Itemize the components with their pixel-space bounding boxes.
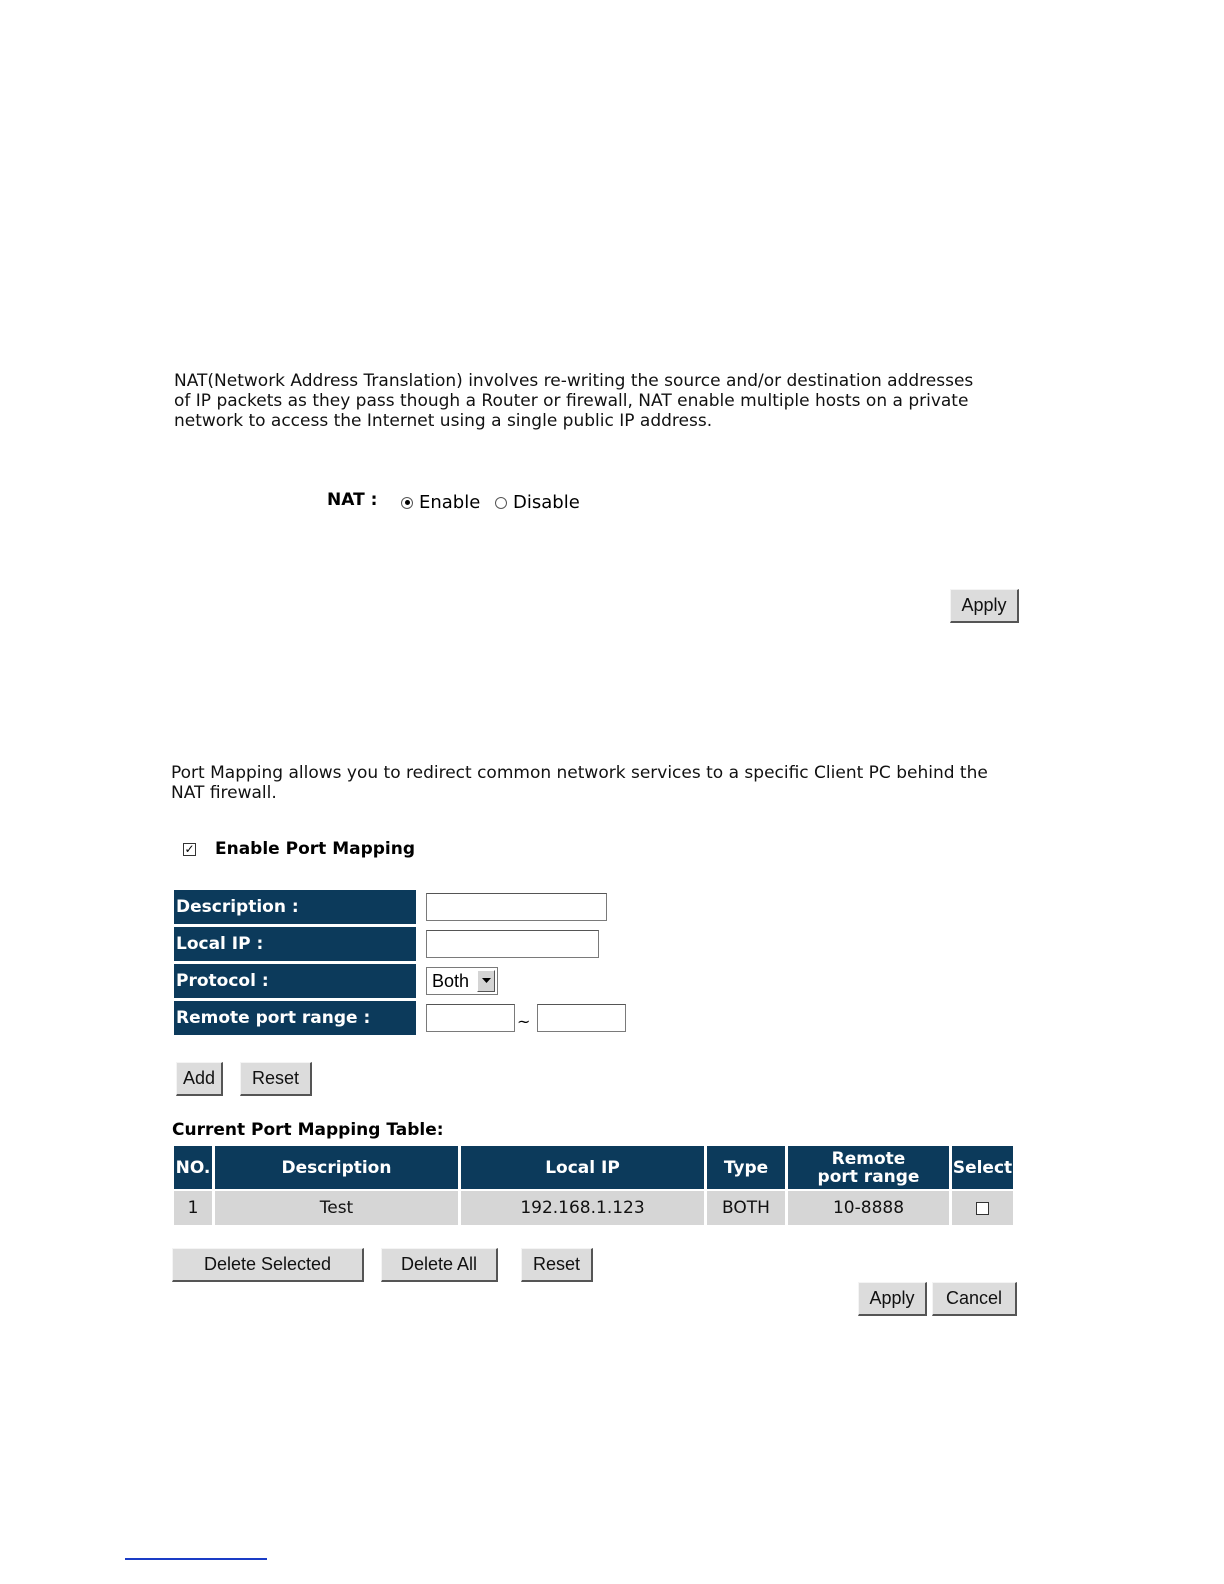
protocol-selected-value: Both xyxy=(432,970,470,991)
row-select-checkbox[interactable] xyxy=(976,1202,989,1215)
range-separator: ~ xyxy=(517,1012,531,1031)
radio-selected-icon xyxy=(401,497,413,509)
nat-enable-radio[interactable] xyxy=(401,492,480,513)
table-cell-remote-port-range: 10-8888 xyxy=(788,1191,949,1225)
cancel-button[interactable]: Cancel xyxy=(932,1282,1017,1316)
local-ip-label: Local IP : xyxy=(174,927,416,961)
radio-unselected-icon xyxy=(495,497,507,509)
nat-description-line: of IP packets as they pass though a Router or firewall, NAT enable multiple hosts on a private xyxy=(174,391,969,411)
table-title: Current Port Mapping Table: xyxy=(172,1120,444,1140)
port-mapping-description-line: NAT firewall. xyxy=(171,783,277,803)
description-label: Description : xyxy=(174,890,416,924)
nat-label: NAT : xyxy=(327,490,378,510)
column-header-remote-port-range: Remote port range xyxy=(788,1146,949,1189)
chevron-down-icon[interactable] xyxy=(477,970,495,992)
nat-enable-label: Enable xyxy=(419,492,481,513)
protocol-label: Protocol : xyxy=(174,964,416,998)
enable-port-mapping-label: Enable Port Mapping xyxy=(215,839,416,859)
column-header-select: Select xyxy=(952,1146,1013,1189)
table-cell-local-ip: 192.168.1.123 xyxy=(461,1191,704,1225)
add-button[interactable]: Add xyxy=(176,1062,223,1096)
column-header-description: Description xyxy=(215,1146,458,1189)
column-header-local-ip: Local IP xyxy=(461,1146,704,1189)
table-cell-description: Test xyxy=(215,1191,458,1225)
port-mapping-description xyxy=(171,763,1051,803)
table-cell-type: BOTH xyxy=(707,1191,785,1225)
reset-button[interactable]: Reset xyxy=(240,1062,312,1096)
checkbox-checked-icon: ✓ xyxy=(184,842,195,856)
apply-button[interactable]: Apply xyxy=(858,1282,927,1316)
nat-apply-button[interactable]: Apply xyxy=(950,589,1019,623)
footer-divider xyxy=(125,1558,267,1560)
table-reset-button[interactable]: Reset xyxy=(521,1248,593,1282)
enable-port-mapping-toggle[interactable] xyxy=(183,839,415,859)
nat-description-line: network to access the Internet using a single public IP address. xyxy=(174,411,713,431)
nat-description xyxy=(174,371,1054,431)
remote-port-to-input[interactable] xyxy=(537,1004,626,1032)
column-header-no: NO. xyxy=(174,1146,212,1189)
description-input[interactable] xyxy=(426,893,607,921)
local-ip-input[interactable] xyxy=(426,930,599,958)
port-mapping-description-line: Port Mapping allows you to redirect common network services to a specific Client PC behind the xyxy=(171,763,988,783)
remote-port-from-input[interactable] xyxy=(426,1004,515,1032)
delete-all-button[interactable]: Delete All xyxy=(381,1248,498,1282)
delete-selected-button[interactable]: Delete Selected xyxy=(172,1248,364,1282)
protocol-select[interactable] xyxy=(426,967,498,995)
remote-port-range-label: Remote port range : xyxy=(174,1001,416,1035)
nat-disable-radio[interactable] xyxy=(495,492,580,513)
column-header-type: Type xyxy=(707,1146,785,1189)
table-cell-select xyxy=(952,1191,1013,1225)
nat-disable-label: Disable xyxy=(513,492,580,513)
nat-description-line: NAT(Network Address Translation) involves re-writing the source and/or destination addresses xyxy=(174,371,974,391)
table-cell-no: 1 xyxy=(174,1191,212,1225)
